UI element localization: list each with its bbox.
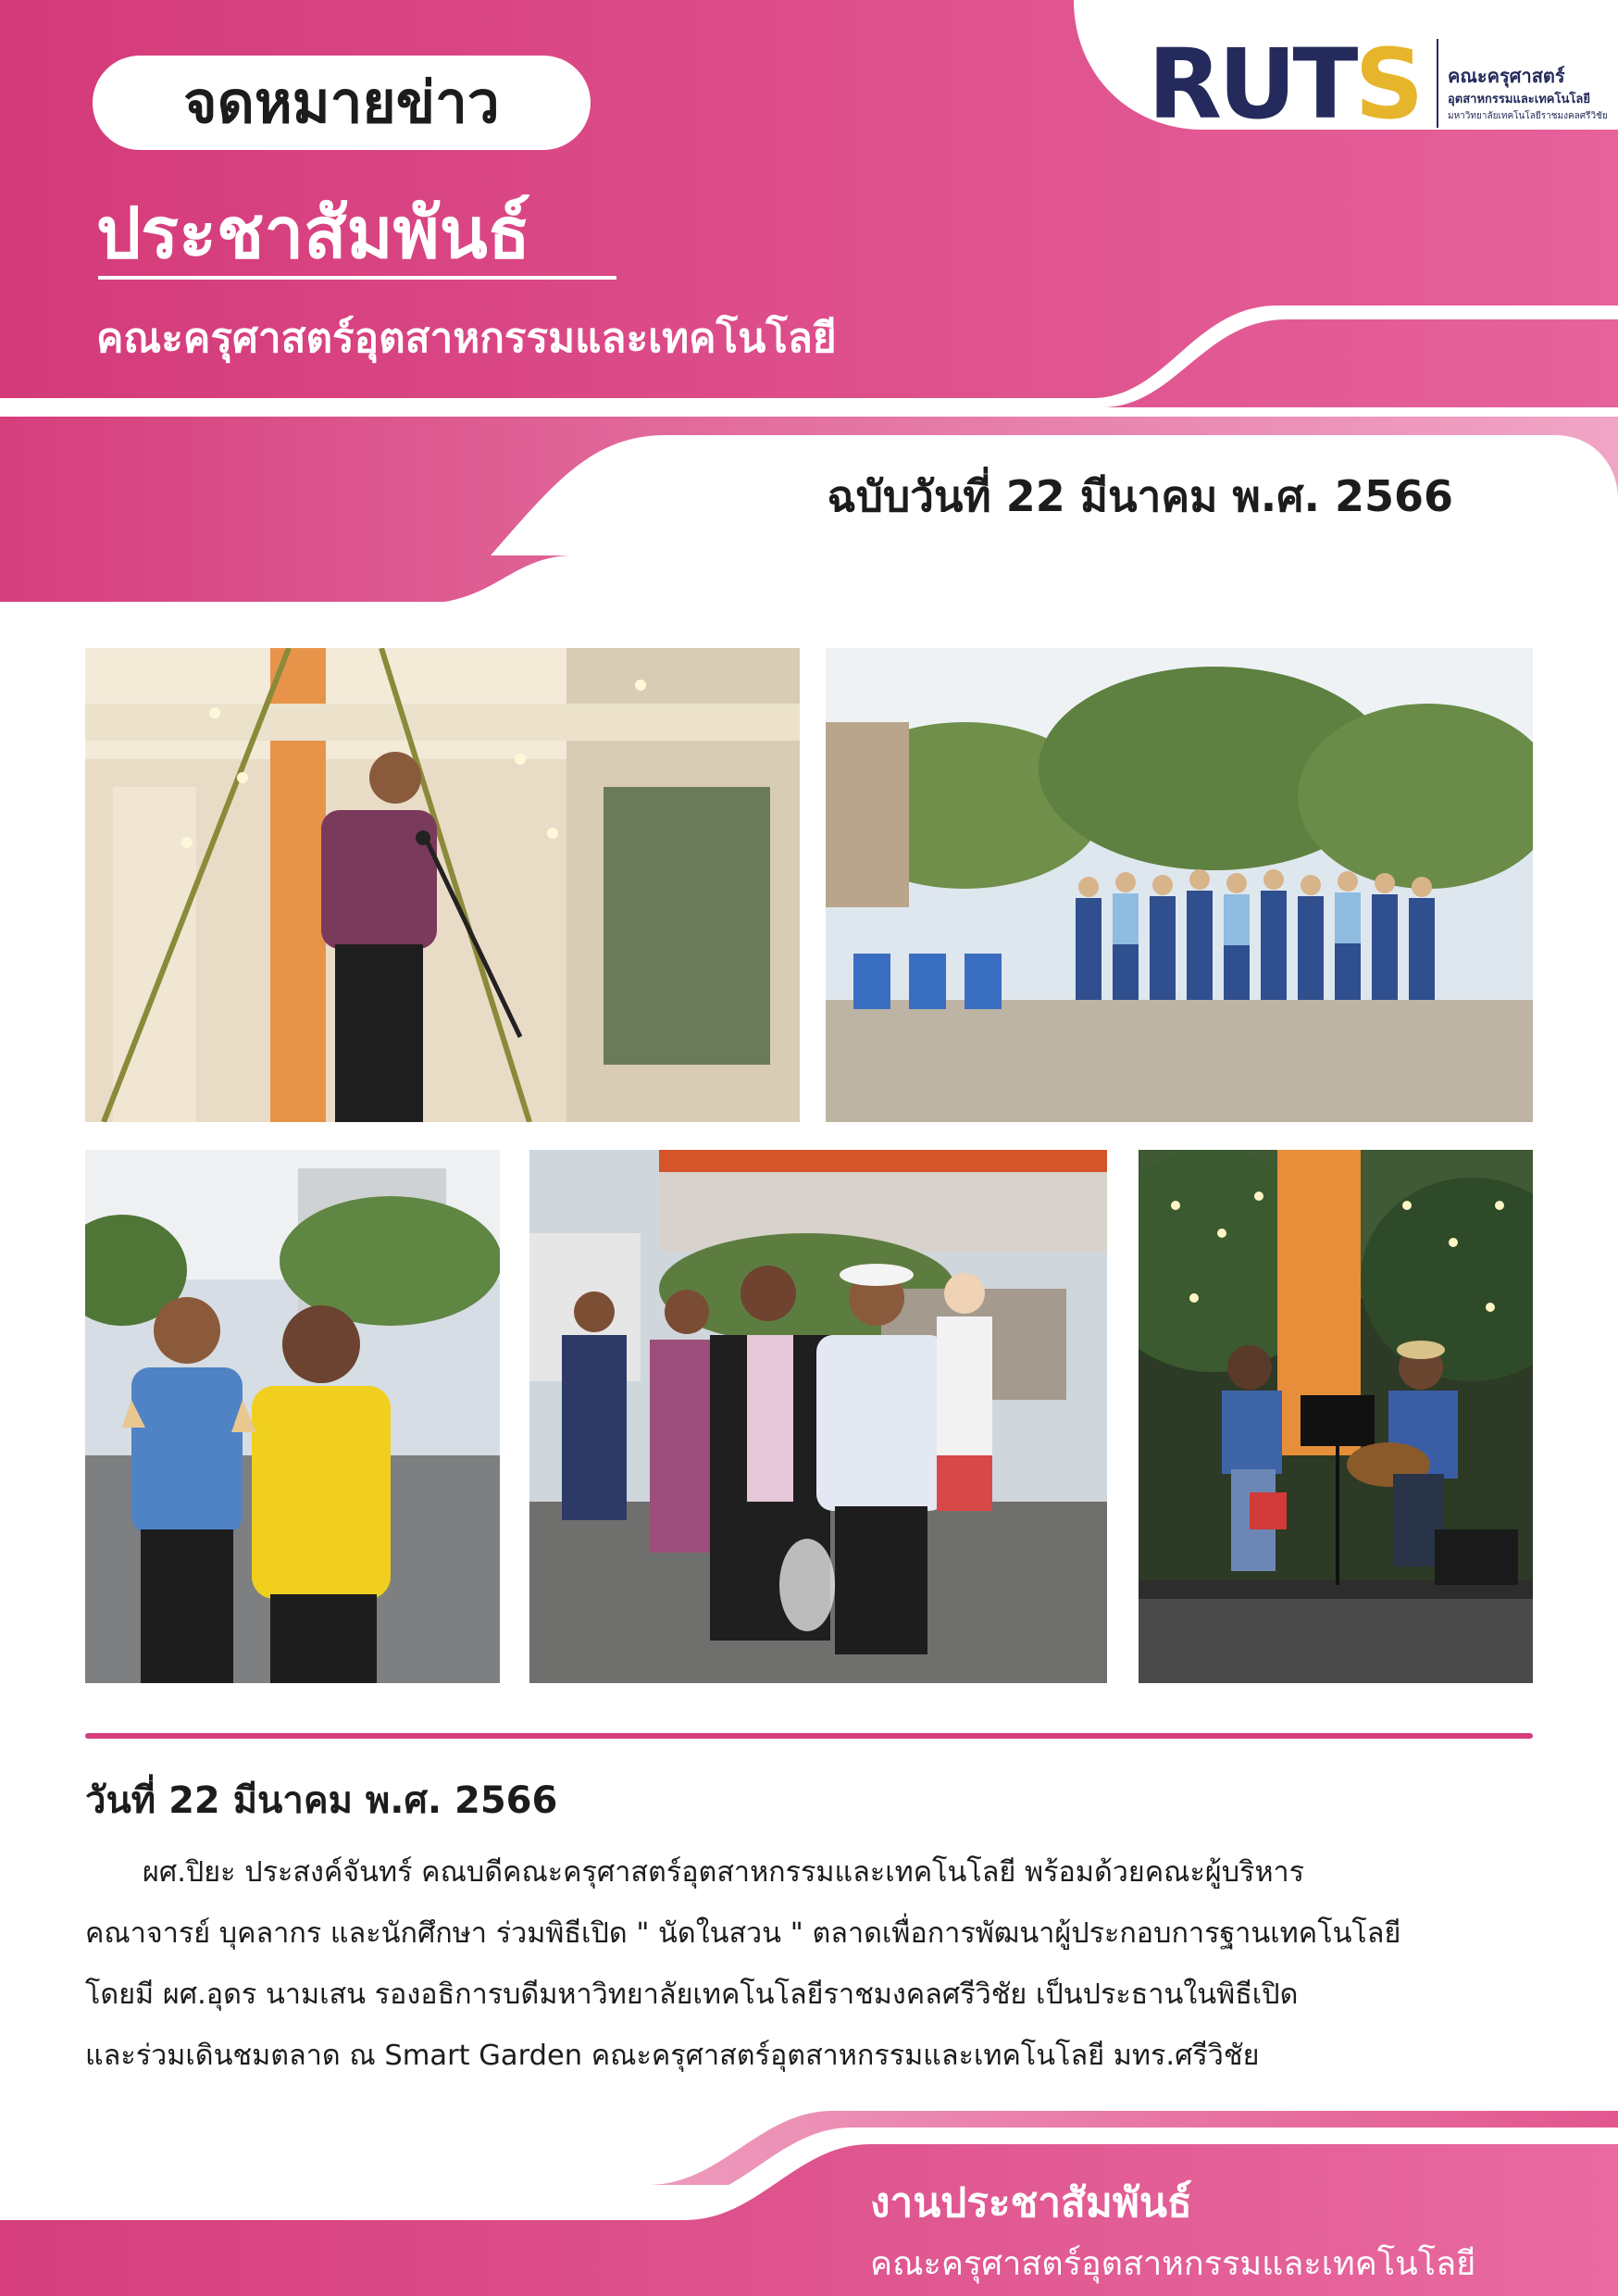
logo-university: มหาวิทยาลัยเทคโนโลยีราชมงคลศรีวิชัย xyxy=(1448,111,1608,121)
logo-faculty-name: คณะครุศาสตร์ xyxy=(1448,65,1565,87)
photo-opening-speech xyxy=(85,648,800,1122)
page-title: ประชาสัมพันธ์ xyxy=(96,192,531,274)
article-line: คณาจารย์ บุคลากร และนักศึกษา ร่วมพิธีเปิด " นัดในสวน " ตลาดเพื่อการพัฒนาผู้ประกอบการฐานเทคโนโลยี xyxy=(85,1917,1401,1950)
title-underline xyxy=(98,276,616,280)
photo-group xyxy=(826,648,1533,1122)
article-body xyxy=(85,1842,1533,2087)
article-line: ผศ.ปิยะ ประสงค์จันทร์ คณบดีคณะครุศาสตร์อุตสาหกรรมและเทคโนโลยี พร้อมด้วยคณะผู้บริหาร xyxy=(143,1856,1305,1889)
article-line: โดยมี ผศ.อุดร นามเสน รองอธิการบดีมหาวิทยาลัยเทคโนโลยีราชมงคลศรีวิชัย เป็นประธานในพิธีเปิด xyxy=(85,1978,1299,2011)
footer-subtitle: คณะครุศาสตร์อุตสาหกรรมและเทคโนโลยี xyxy=(870,2245,1476,2283)
article-date: วันที่ 22 มีนาคม พ.ศ. 2566 xyxy=(85,1779,558,1822)
footer-title: งานประชาสัมพันธ์ xyxy=(870,2179,1192,2227)
logo-wordmark: RUTS xyxy=(1148,28,1421,141)
faculty-subtitle: คณะครุศาสตร์อุตสาหกรรมและเทคโนโลยี xyxy=(96,315,837,362)
photo-market-walk xyxy=(529,1150,1107,1683)
photo-ice-cream xyxy=(85,1150,500,1683)
article-line: และร่วมเดินชมตลาด ณ Smart Garden คณะครุศาสตร์อุตสาหกรรมและเทคโนโลยี มทร.ศรีวิชัย xyxy=(85,2040,1260,2072)
section-divider xyxy=(85,1733,1533,1739)
issue-date: ฉบับวันที่ 22 มีนาคม พ.ศ. 2566 xyxy=(827,471,1453,521)
newsletter-label: จดหมายข่าว xyxy=(93,56,591,150)
ruts-logo xyxy=(1148,28,1608,141)
logo-divider xyxy=(1437,39,1438,128)
logo-faculty-sub: อุตสาหกรรมและเทคโนโลยี xyxy=(1448,93,1590,106)
photo-music-stage xyxy=(1139,1150,1533,1683)
